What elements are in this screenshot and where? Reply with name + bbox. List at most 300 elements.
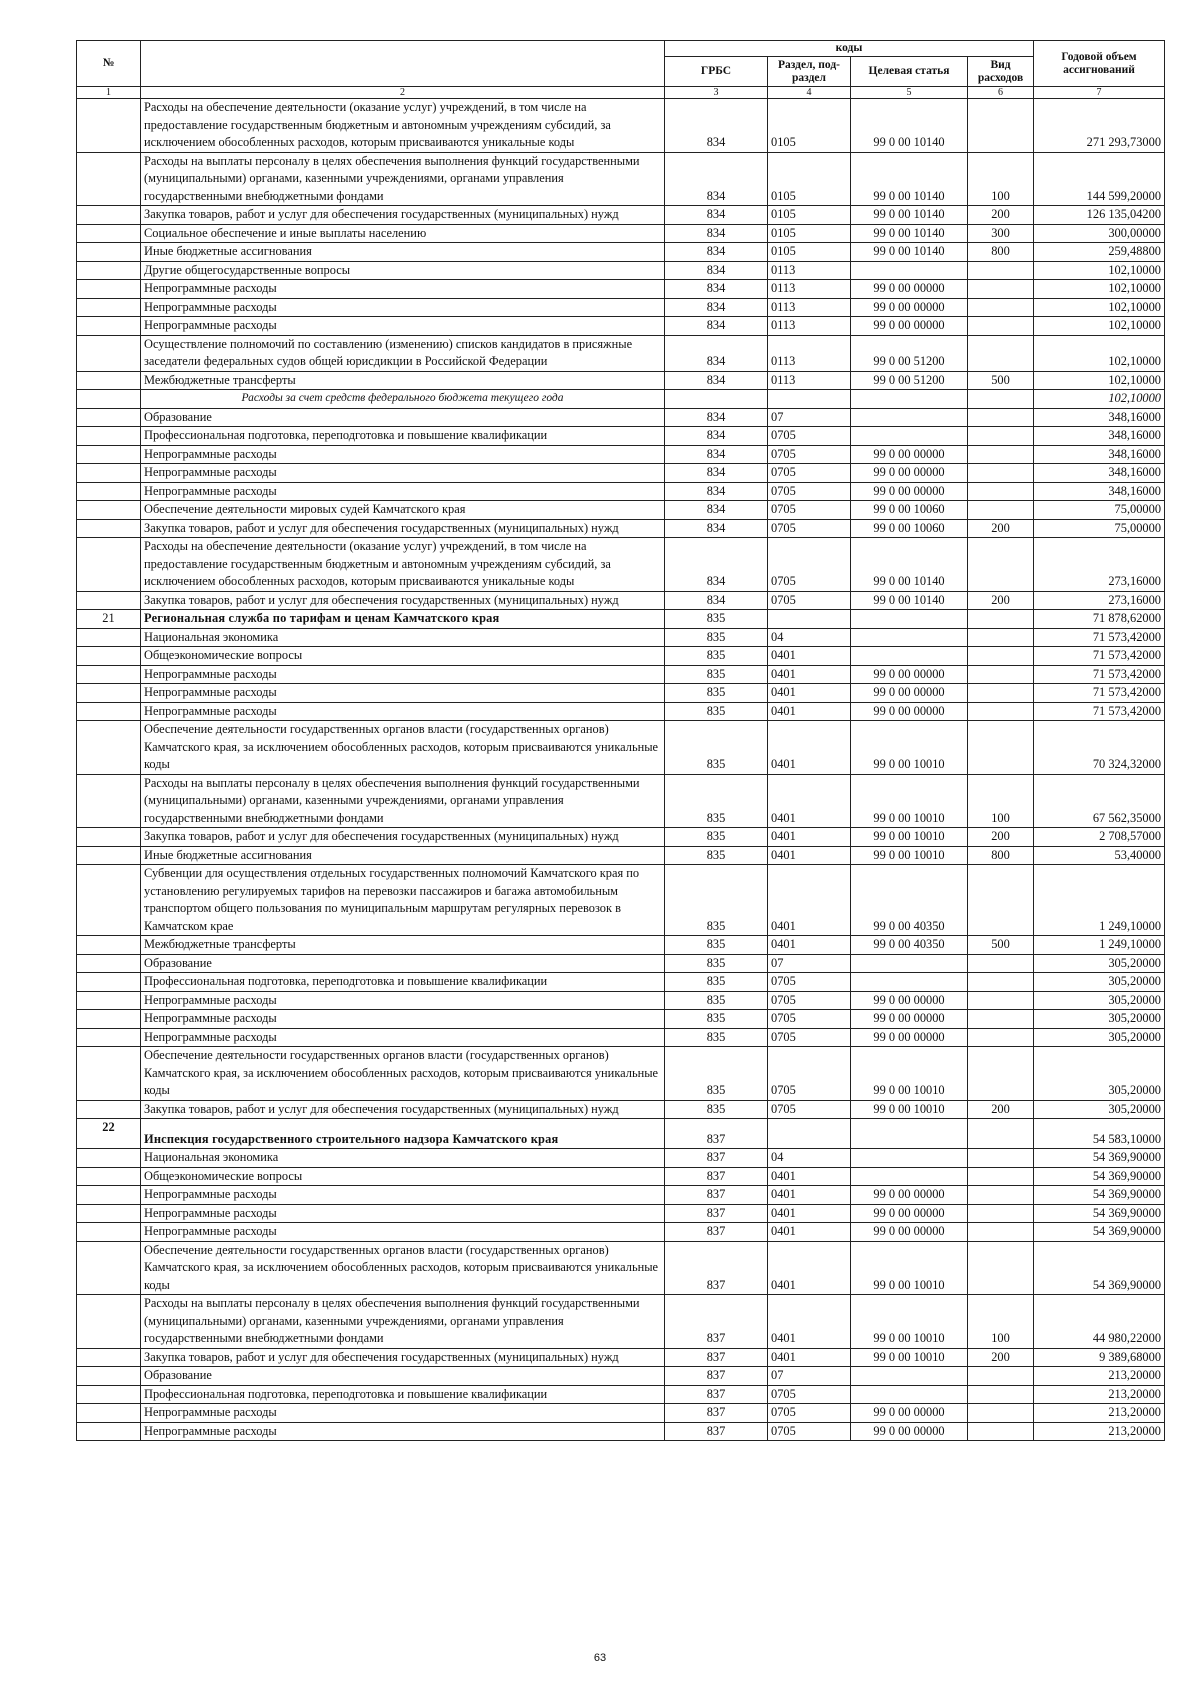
row-number: [77, 371, 141, 390]
row-amount: 1 249,10000: [1034, 865, 1165, 936]
table-row: [77, 1204, 1165, 1223]
row-number: [77, 1010, 141, 1029]
row-grbs: 837: [665, 1186, 768, 1205]
row-target: 99 0 00 51200: [851, 335, 968, 371]
row-razdel: 0105: [768, 224, 851, 243]
row-grbs: 835: [665, 954, 768, 973]
row-name: Непрограммные расходы: [141, 1010, 665, 1029]
row-grbs: 837: [665, 1167, 768, 1186]
row-name: Непрограммные расходы: [141, 1204, 665, 1223]
row-razdel: 0401: [768, 1295, 851, 1349]
row-target: 99 0 00 00000: [851, 991, 968, 1010]
row-name: Непрограммные расходы: [141, 298, 665, 317]
row-amount: 348,16000: [1034, 482, 1165, 501]
row-number: [77, 298, 141, 317]
row-name: Межбюджетные трансферты: [141, 371, 665, 390]
row-vid: [968, 702, 1034, 721]
row-number: [77, 1047, 141, 1101]
row-name: Непрограммные расходы: [141, 482, 665, 501]
table-body: [77, 99, 1165, 1441]
header-no: №: [77, 41, 141, 87]
table-row: [77, 846, 1165, 865]
row-name: Региональная служба по тарифам и ценам Камчатского края: [141, 610, 665, 629]
row-vid: [968, 1404, 1034, 1423]
row-target: [851, 1149, 968, 1168]
row-number: [77, 1149, 141, 1168]
row-grbs: 835: [665, 702, 768, 721]
row-vid: [968, 445, 1034, 464]
row-number: [77, 501, 141, 520]
row-vid: [968, 865, 1034, 936]
row-vid: [968, 991, 1034, 1010]
row-vid: [968, 298, 1034, 317]
row-name: Обеспечение деятельности мировых судей Камчатского края: [141, 501, 665, 520]
row-grbs: 837: [665, 1385, 768, 1404]
row-name: Социальное обеспечение и иные выплаты населению: [141, 224, 665, 243]
row-target: 99 0 00 10010: [851, 1295, 968, 1349]
row-name: Расходы за счет средств федерального бюджета текущего года: [141, 390, 665, 409]
row-name: Непрограммные расходы: [141, 1186, 665, 1205]
row-name: Закупка товаров, работ и услуг для обеспечения государственных (муниципальных) нужд: [141, 519, 665, 538]
row-vid: [968, 1186, 1034, 1205]
row-vid: [968, 261, 1034, 280]
row-target: [851, 973, 968, 992]
row-vid: [968, 390, 1034, 409]
row-name: Закупка товаров, работ и услуг для обеспечения государственных (муниципальных) нужд: [141, 591, 665, 610]
row-vid: [968, 335, 1034, 371]
row-number: [77, 828, 141, 847]
header-grbs: ГРБС: [665, 57, 768, 87]
table-row: [77, 317, 1165, 336]
row-razdel: 0113: [768, 280, 851, 299]
table-row: [77, 1186, 1165, 1205]
row-number: [77, 1295, 141, 1349]
row-grbs: 837: [665, 1295, 768, 1349]
row-amount: 54 369,90000: [1034, 1167, 1165, 1186]
row-name: Образование: [141, 954, 665, 973]
table-row: [77, 774, 1165, 828]
row-razdel: 0705: [768, 1028, 851, 1047]
row-amount: 348,16000: [1034, 427, 1165, 446]
table-row: [77, 427, 1165, 446]
row-amount: 102,10000: [1034, 317, 1165, 336]
header-razdel: Раздел, под-раздел: [768, 57, 851, 87]
row-number: [77, 99, 141, 153]
table-row: [77, 445, 1165, 464]
row-name: Иные бюджетные ассигнования: [141, 243, 665, 262]
row-razdel: 0401: [768, 1223, 851, 1242]
row-razdel: 0705: [768, 482, 851, 501]
row-target: 99 0 00 10010: [851, 828, 968, 847]
row-vid: [968, 1385, 1034, 1404]
row-razdel: 0705: [768, 1422, 851, 1441]
row-amount: 102,10000: [1034, 298, 1165, 317]
row-razdel: 0401: [768, 1204, 851, 1223]
row-razdel: 0105: [768, 99, 851, 153]
row-name: Закупка товаров, работ и услуг для обеспечения государственных (муниципальных) нужд: [141, 206, 665, 225]
row-razdel: 0401: [768, 1186, 851, 1205]
row-vid: [968, 427, 1034, 446]
row-razdel: 0705: [768, 1385, 851, 1404]
row-razdel: 04: [768, 1149, 851, 1168]
row-amount: 102,10000: [1034, 390, 1165, 409]
table-row: [77, 1047, 1165, 1101]
row-vid: 200: [968, 519, 1034, 538]
row-grbs: 834: [665, 298, 768, 317]
row-number: [77, 1186, 141, 1205]
table-row: [77, 1295, 1165, 1349]
row-razdel: 0705: [768, 538, 851, 592]
table-row: [77, 1149, 1165, 1168]
row-amount: 348,16000: [1034, 408, 1165, 427]
row-target: 99 0 00 40350: [851, 865, 968, 936]
row-amount: 213,20000: [1034, 1422, 1165, 1441]
row-name: Национальная экономика: [141, 628, 665, 647]
row-number: [77, 1404, 141, 1423]
row-amount: 53,40000: [1034, 846, 1165, 865]
row-amount: 1 249,10000: [1034, 936, 1165, 955]
row-name: Обеспечение деятельности государственных органов власти (государственных органов) Камчатского края, за исключением обособленных расходов, которым присваиваются уникальные коды: [141, 1047, 665, 1101]
row-vid: [968, 280, 1034, 299]
row-razdel: [768, 1119, 851, 1149]
row-grbs: 834: [665, 206, 768, 225]
row-amount: 75,00000: [1034, 519, 1165, 538]
row-vid: 100: [968, 152, 1034, 206]
row-razdel: 0705: [768, 1010, 851, 1029]
colnum-6: 6: [968, 87, 1034, 99]
colnum-2: 2: [141, 87, 665, 99]
row-razdel: 0113: [768, 317, 851, 336]
row-target: 99 0 00 40350: [851, 936, 968, 955]
row-grbs: 834: [665, 427, 768, 446]
row-number: [77, 243, 141, 262]
row-vid: [968, 1204, 1034, 1223]
row-grbs: 834: [665, 243, 768, 262]
row-grbs: 837: [665, 1223, 768, 1242]
row-vid: [968, 1241, 1034, 1295]
table-row: [77, 954, 1165, 973]
table-row: [77, 519, 1165, 538]
row-number: [77, 261, 141, 280]
table-row: [77, 371, 1165, 390]
row-number: [77, 280, 141, 299]
row-vid: [968, 973, 1034, 992]
row-amount: 213,20000: [1034, 1385, 1165, 1404]
colnum-3: 3: [665, 87, 768, 99]
row-name: Непрограммные расходы: [141, 665, 665, 684]
table-row: [77, 991, 1165, 1010]
row-name: Закупка товаров, работ и услуг для обеспечения государственных (муниципальных) нужд: [141, 1348, 665, 1367]
table-row: [77, 1010, 1165, 1029]
row-target: 99 0 00 10140: [851, 152, 968, 206]
row-grbs: 837: [665, 1367, 768, 1386]
row-name: Профессиональная подготовка, переподготовка и повышение квалификации: [141, 973, 665, 992]
row-amount: 71 573,42000: [1034, 628, 1165, 647]
row-target: 99 0 00 10140: [851, 206, 968, 225]
row-number: [77, 445, 141, 464]
row-vid: [968, 665, 1034, 684]
row-grbs: 834: [665, 591, 768, 610]
row-grbs: 835: [665, 774, 768, 828]
table-row: [77, 152, 1165, 206]
row-number: [77, 519, 141, 538]
table-row: [77, 224, 1165, 243]
row-razdel: 0705: [768, 991, 851, 1010]
row-grbs: 835: [665, 1100, 768, 1119]
row-razdel: 07: [768, 408, 851, 427]
row-amount: 71 878,62000: [1034, 610, 1165, 629]
row-grbs: 835: [665, 846, 768, 865]
row-number: [77, 1241, 141, 1295]
row-number: [77, 538, 141, 592]
row-razdel: 0105: [768, 206, 851, 225]
page-number: 63: [593, 1652, 607, 1664]
row-vid: [968, 954, 1034, 973]
header-target: Целевая статья: [851, 57, 968, 87]
row-grbs: 834: [665, 152, 768, 206]
table-row: [77, 298, 1165, 317]
row-target: 99 0 00 10140: [851, 591, 968, 610]
row-name: Непрограммные расходы: [141, 317, 665, 336]
row-amount: 71 573,42000: [1034, 684, 1165, 703]
row-grbs: 835: [665, 828, 768, 847]
row-vid: 200: [968, 1348, 1034, 1367]
row-amount: 71 573,42000: [1034, 665, 1165, 684]
row-grbs: 837: [665, 1119, 768, 1149]
header-annual: Годовой объем ассигнований: [1034, 41, 1165, 87]
row-grbs: 835: [665, 1028, 768, 1047]
row-number: [77, 684, 141, 703]
row-amount: 102,10000: [1034, 371, 1165, 390]
table-row: [77, 261, 1165, 280]
row-number: [77, 408, 141, 427]
row-amount: 9 389,68000: [1034, 1348, 1165, 1367]
row-number: [77, 464, 141, 483]
table-row: [77, 1367, 1165, 1386]
row-razdel: 0705: [768, 1047, 851, 1101]
row-name: Непрограммные расходы: [141, 1422, 665, 1441]
row-name: Непрограммные расходы: [141, 445, 665, 464]
row-number: [77, 427, 141, 446]
row-vid: 300: [968, 224, 1034, 243]
table-row: [77, 1422, 1165, 1441]
row-name: Непрограммные расходы: [141, 1404, 665, 1423]
row-grbs: 835: [665, 628, 768, 647]
row-grbs: 834: [665, 317, 768, 336]
row-name: Общеэкономические вопросы: [141, 647, 665, 666]
row-razdel: 0401: [768, 665, 851, 684]
table-header: [77, 41, 1165, 99]
row-razdel: 0113: [768, 335, 851, 371]
row-amount: 71 573,42000: [1034, 702, 1165, 721]
row-vid: [968, 1367, 1034, 1386]
row-target: 99 0 00 00000: [851, 702, 968, 721]
row-number: [77, 1422, 141, 1441]
row-number: [77, 591, 141, 610]
row-grbs: 837: [665, 1241, 768, 1295]
row-name: Непрограммные расходы: [141, 280, 665, 299]
row-vid: [968, 538, 1034, 592]
row-grbs: 835: [665, 647, 768, 666]
row-target: [851, 1367, 968, 1386]
row-amount: 102,10000: [1034, 261, 1165, 280]
row-target: [851, 1385, 968, 1404]
row-razdel: 0401: [768, 1167, 851, 1186]
row-amount: 305,20000: [1034, 954, 1165, 973]
row-number: [77, 482, 141, 501]
table-row: [77, 1167, 1165, 1186]
row-grbs: 835: [665, 610, 768, 629]
table-row: [77, 1241, 1165, 1295]
table-row: [77, 665, 1165, 684]
row-number: [77, 1223, 141, 1242]
budget-table: [76, 40, 1165, 1441]
row-target: 99 0 00 10010: [851, 1047, 968, 1101]
row-vid: [968, 1149, 1034, 1168]
row-name: Непрограммные расходы: [141, 702, 665, 721]
row-number: [77, 317, 141, 336]
row-amount: 54 369,90000: [1034, 1204, 1165, 1223]
row-vid: 800: [968, 846, 1034, 865]
row-name: Непрограммные расходы: [141, 464, 665, 483]
row-grbs: 834: [665, 538, 768, 592]
row-vid: [968, 317, 1034, 336]
row-number: [77, 152, 141, 206]
row-target: 99 0 00 51200: [851, 371, 968, 390]
row-razdel: 04: [768, 628, 851, 647]
row-razdel: 0113: [768, 298, 851, 317]
row-amount: 126 135,04200: [1034, 206, 1165, 225]
row-razdel: 0113: [768, 371, 851, 390]
row-grbs: 834: [665, 519, 768, 538]
table-row: [77, 390, 1165, 409]
row-grbs: 834: [665, 335, 768, 371]
row-vid: [968, 1422, 1034, 1441]
row-number: 22: [77, 1119, 141, 1149]
row-amount: 54 369,90000: [1034, 1186, 1165, 1205]
row-grbs: 834: [665, 408, 768, 427]
table-row: [77, 628, 1165, 647]
row-target: 99 0 00 10140: [851, 224, 968, 243]
row-amount: 2 708,57000: [1034, 828, 1165, 847]
row-target: 99 0 00 00000: [851, 1204, 968, 1223]
row-number: [77, 335, 141, 371]
row-vid: [968, 610, 1034, 629]
row-target: 99 0 00 00000: [851, 1010, 968, 1029]
row-grbs: 834: [665, 224, 768, 243]
row-vid: 200: [968, 591, 1034, 610]
row-razdel: 0705: [768, 519, 851, 538]
row-target: 99 0 00 00000: [851, 1028, 968, 1047]
row-vid: [968, 721, 1034, 775]
row-grbs: 834: [665, 99, 768, 153]
row-number: [77, 774, 141, 828]
row-vid: [968, 1119, 1034, 1149]
row-grbs: 837: [665, 1149, 768, 1168]
row-target: 99 0 00 00000: [851, 1186, 968, 1205]
table-row: [77, 501, 1165, 520]
row-name: Профессиональная подготовка, переподготовка и повышение квалификации: [141, 427, 665, 446]
table-row: [77, 464, 1165, 483]
row-target: 99 0 00 00000: [851, 1422, 968, 1441]
table-row: [77, 1100, 1165, 1119]
table-row: [77, 1404, 1165, 1423]
row-name: Субвенции для осуществления отдельных государственных полномочий Камчатского края по установлению регулируемых тарифов на перевозки пассажиров и багажа автомобильным транспортом общего пользования по муниципальным маршрутам регулярных перевозок в Камчатском крае: [141, 865, 665, 936]
header-vid: Вид расходов: [968, 57, 1034, 87]
row-number: 21: [77, 610, 141, 629]
row-razdel: 0401: [768, 721, 851, 775]
row-razdel: 0401: [768, 774, 851, 828]
row-grbs: 835: [665, 865, 768, 936]
row-vid: [968, 464, 1034, 483]
row-vid: [968, 501, 1034, 520]
row-name: Расходы на выплаты персоналу в целях обеспечения выполнения функций государственными (муниципальными) органами, казенными учреждениями, органами управления государственными внебюджетными фондами: [141, 1295, 665, 1349]
row-target: [851, 1119, 968, 1149]
row-razdel: 0705: [768, 1100, 851, 1119]
row-target: 99 0 00 00000: [851, 665, 968, 684]
row-grbs: 835: [665, 684, 768, 703]
row-target: [851, 261, 968, 280]
row-name: Межбюджетные трансферты: [141, 936, 665, 955]
row-target: 99 0 00 10140: [851, 538, 968, 592]
row-grbs: 834: [665, 445, 768, 464]
row-name: Непрограммные расходы: [141, 1223, 665, 1242]
row-name: Расходы на обеспечение деятельности (оказание услуг) учреждений, в том числе на предоставление государственным бюджетным и автономным учреждениям субсидий, за исключением обособленных расходов, которым присваиваются уникальные коды: [141, 99, 665, 153]
row-grbs: 835: [665, 973, 768, 992]
row-razdel: [768, 390, 851, 409]
row-amount: 305,20000: [1034, 1100, 1165, 1119]
row-amount: 213,20000: [1034, 1367, 1165, 1386]
row-target: 99 0 00 00000: [851, 280, 968, 299]
row-number: [77, 865, 141, 936]
row-number: [77, 665, 141, 684]
row-number: [77, 1100, 141, 1119]
row-razdel: [768, 610, 851, 629]
row-number: [77, 1385, 141, 1404]
row-amount: 273,16000: [1034, 538, 1165, 592]
row-vid: 200: [968, 206, 1034, 225]
row-target: [851, 647, 968, 666]
row-target: [851, 408, 968, 427]
row-grbs: 835: [665, 936, 768, 955]
row-razdel: 0705: [768, 464, 851, 483]
row-name: Расходы на выплаты персоналу в целях обеспечения выполнения функций государственными (муниципальными) органами, казенными учреждениями, органами управления государственными внебюджетными фондами: [141, 774, 665, 828]
row-amount: 273,16000: [1034, 591, 1165, 610]
row-vid: 200: [968, 1100, 1034, 1119]
row-number: [77, 1367, 141, 1386]
row-target: 99 0 00 00000: [851, 317, 968, 336]
row-target: 99 0 00 10010: [851, 774, 968, 828]
table-row: [77, 335, 1165, 371]
row-razdel: 0705: [768, 427, 851, 446]
row-target: 99 0 00 00000: [851, 482, 968, 501]
row-razdel: 0705: [768, 501, 851, 520]
row-name: Расходы на выплаты персоналу в целях обеспечения выполнения функций государственными (муниципальными) органами, казенными учреждениями, органами управления государственными внебюджетными фондами: [141, 152, 665, 206]
row-grbs: 834: [665, 464, 768, 483]
row-name: Образование: [141, 408, 665, 427]
row-name: Национальная экономика: [141, 1149, 665, 1168]
colnum-7: 7: [1034, 87, 1165, 99]
table-row: [77, 206, 1165, 225]
table-row: [77, 936, 1165, 955]
row-target: 99 0 00 00000: [851, 684, 968, 703]
table-row: [77, 702, 1165, 721]
row-vid: [968, 482, 1034, 501]
table-row: [77, 280, 1165, 299]
row-vid: 100: [968, 1295, 1034, 1349]
row-number: [77, 1167, 141, 1186]
row-name: Другие общегосударственные вопросы: [141, 261, 665, 280]
